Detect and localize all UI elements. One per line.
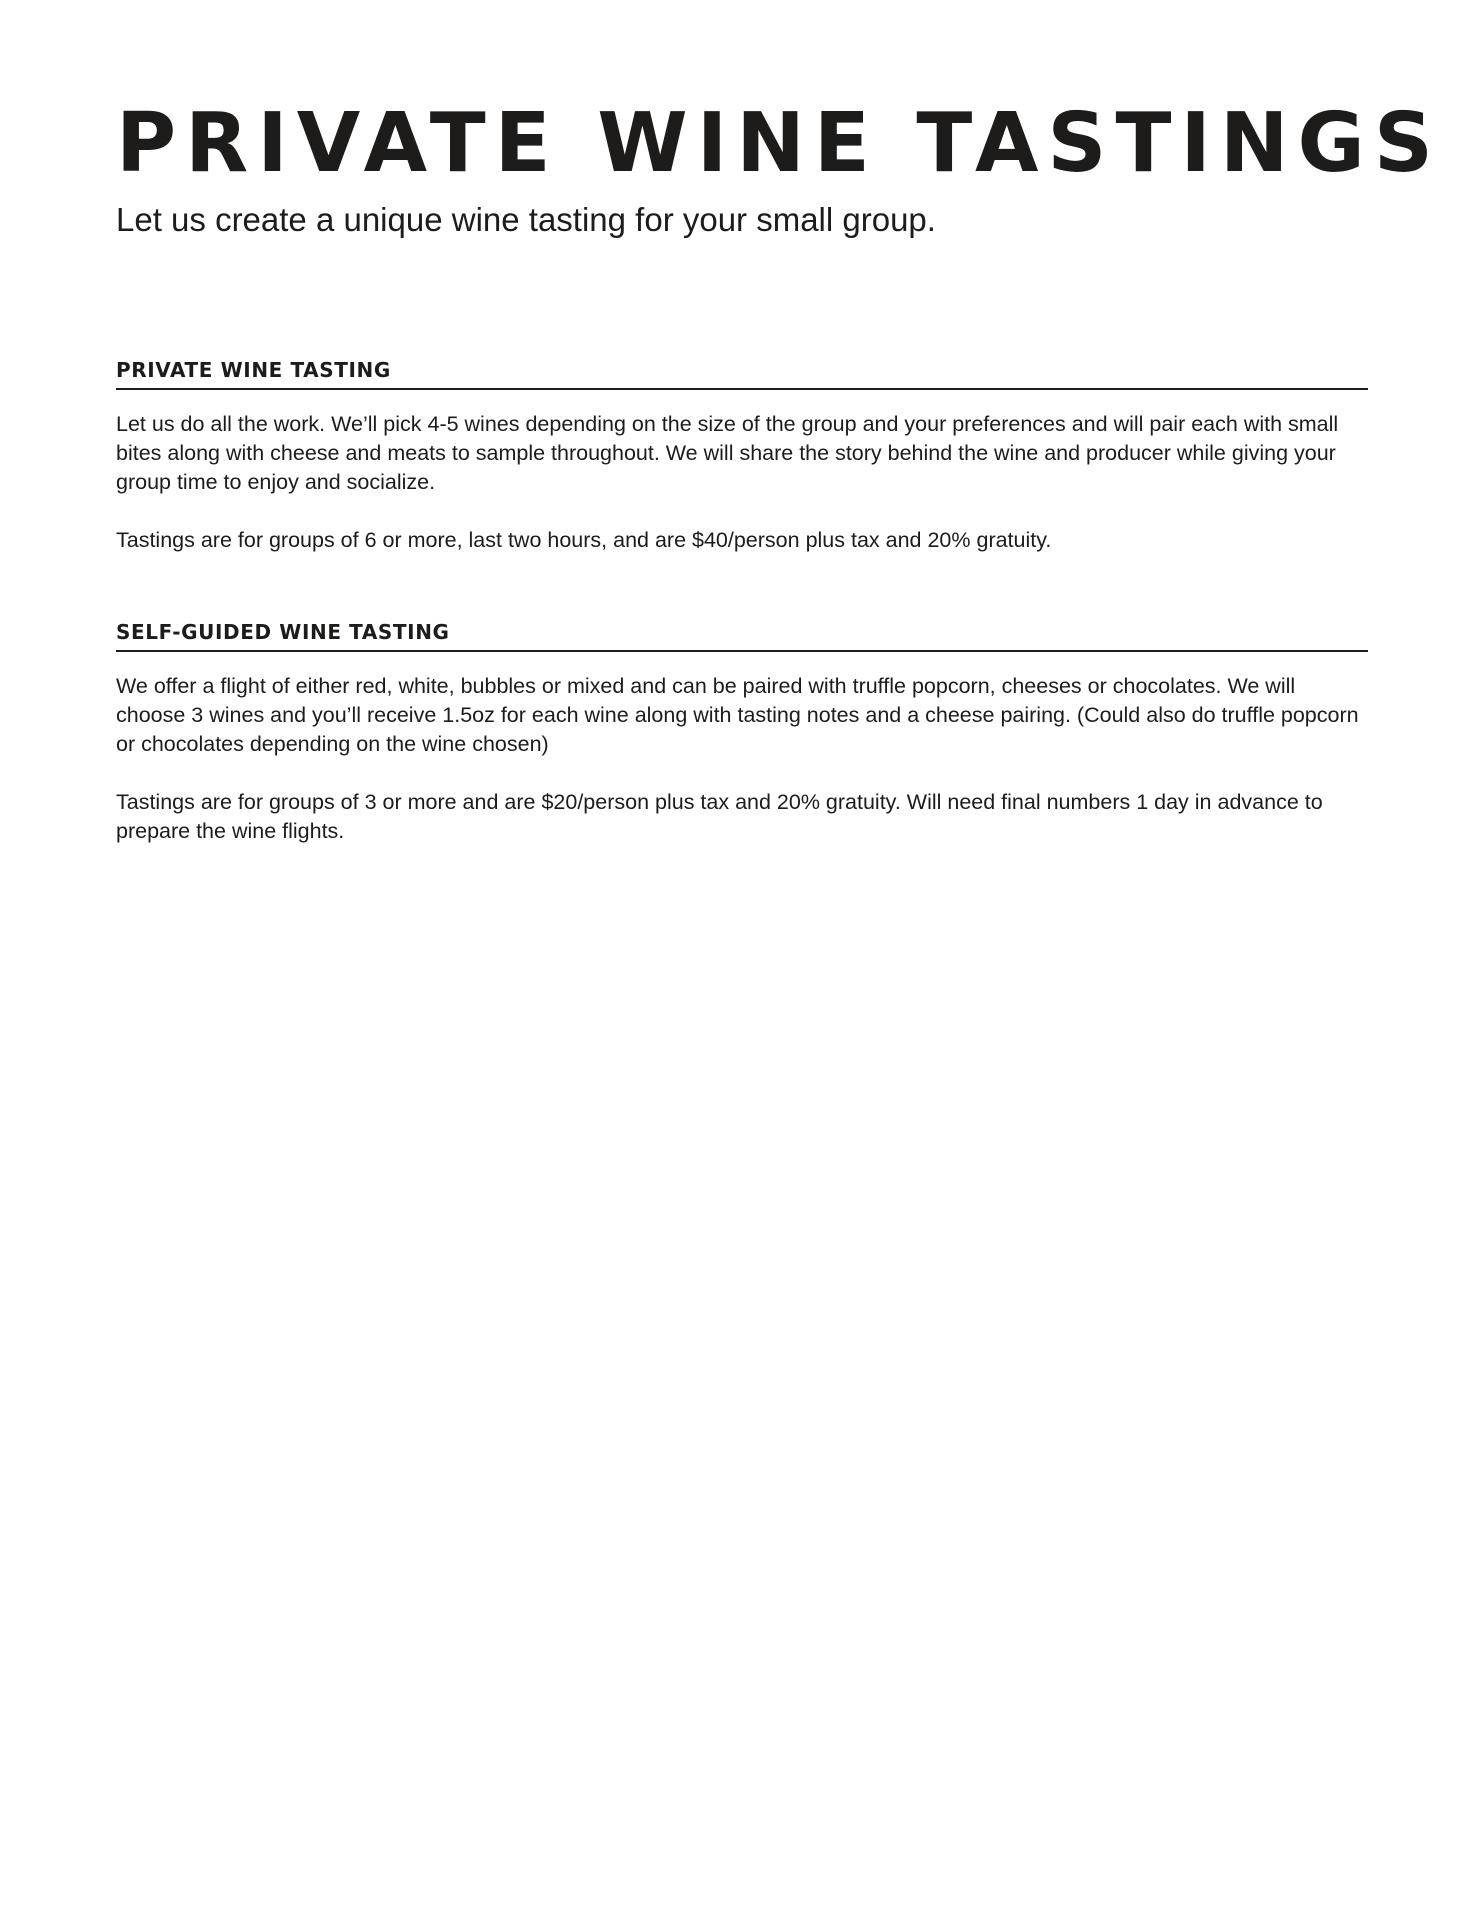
section-private-wine-tasting: [116, 356, 1368, 555]
page-subtitle: Let us create a unique wine tasting for your small group.: [116, 201, 936, 238]
section-paragraph: Tastings are for groups of 6 or more, last two hours, and are $40/person plus tax and 20% gratuity.: [116, 528, 1052, 552]
section-heading: PRIVATE WINE TASTING: [116, 356, 1368, 390]
section-paragraph: Let us do all the work. We’ll pick 4-5 wines depending on the size of the group and your preferences and will pair each with small bites along with cheese and meats to sample throughout. We will share the story behind the wine and producer while giving your group time to enjoy and socialize.: [116, 412, 1339, 494]
section-paragraph: Tastings are for groups of 3 or more and are $20/person plus tax and 20% gratuity. Will need final numbers 1 day in advance to prepare the wine flights.: [116, 790, 1323, 843]
document-page: [116, 0, 1442, 1920]
section-paragraph: We offer a flight of either red, white, bubbles or mixed and can be paired with truffle popcorn, cheeses or chocolates. We will choose 3 wines and you’ll receive 1.5oz for each wine along with tasting notes and a cheese pairing. (Could also do truffle popcorn or chocolates depending on the wine chosen): [116, 674, 1359, 756]
section-self-guided-wine-tasting: [116, 618, 1368, 846]
page-title: PRIVATE WINE TASTINGS: [116, 96, 1442, 191]
section-heading: SELF-GUIDED WINE TASTING: [116, 618, 1368, 652]
